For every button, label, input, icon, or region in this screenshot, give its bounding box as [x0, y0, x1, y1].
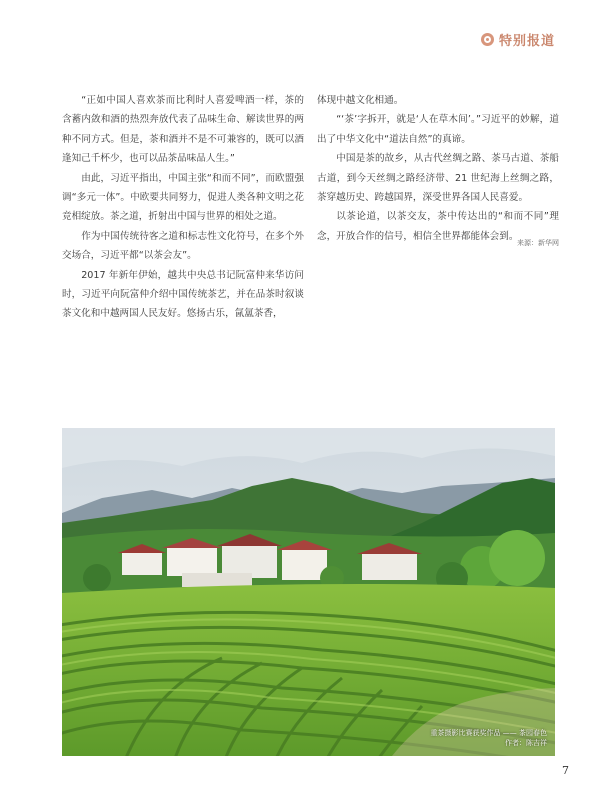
caption-author: 作者：陈吉祥: [505, 739, 547, 747]
page-number: 7: [562, 764, 569, 777]
paragraph: 2017 年新年伊始，越共中央总书记阮富仲来华访问时，习近平向阮富仲介绍中国传统茶艺，并在品茶时叙谈茶文化和中越两国人民友好。悠扬古乐，氤氲茶香，: [62, 269, 304, 320]
right-text-column: [317, 91, 559, 246]
circle-emblem-icon: [481, 33, 494, 46]
paragraph: 以茶论道，以茶交友，茶中传达出的“和而不同”理念，开放合作的信号，相信全世界都能体会到。: [317, 211, 559, 242]
section-label: 特别报道: [498, 34, 555, 49]
photo-caption: [431, 728, 547, 748]
paragraph: 中国是茶的故乡，从古代丝绸之路、茶马古道、茶船古道，到今天丝绸之路经济带、21 世纪海上丝绸之路，茶穿越历史、跨越国界，深受世界各国人民喜爱。: [317, 153, 559, 204]
section-header: [481, 30, 555, 49]
tea-garden-photo: [62, 428, 555, 756]
left-text-column: [62, 91, 304, 324]
caption-title: 重茶摄影比赛获奖作品 —— 茶园春色: [430, 729, 547, 737]
paragraph: “‘茶’字拆开，就是‘人在草木间’。”习近平的妙解，道出了中华文化中“道法自然”的真谛。: [317, 114, 559, 145]
source-credit: 来源：新华网: [517, 239, 559, 247]
paragraph: “正如中国人喜欢茶而比利时人喜爱啤酒一样，茶的含蓄内敛和酒的热烈奔放代表了品味生命、解读世界的两种不同方式。但是，茶和酒并不是不可兼容的，既可以酒逢知己千杯少，也可以品茶品味品人生。”: [62, 95, 304, 165]
paragraph-continuation: 体现中越文化相通。: [317, 95, 404, 106]
paragraph: 作为中国传统待客之道和标志性文化符号，在多个外交场合，习近平都“以茶会友”。: [62, 230, 304, 262]
paragraph: 由此，习近平指出，中国主张“和而不同”，而欧盟强调“多元一体”。中欧要共同努力，促进人类各种文明之花竞相绽放。茶之道，折射出中国与世界的相处之道。: [62, 172, 304, 223]
